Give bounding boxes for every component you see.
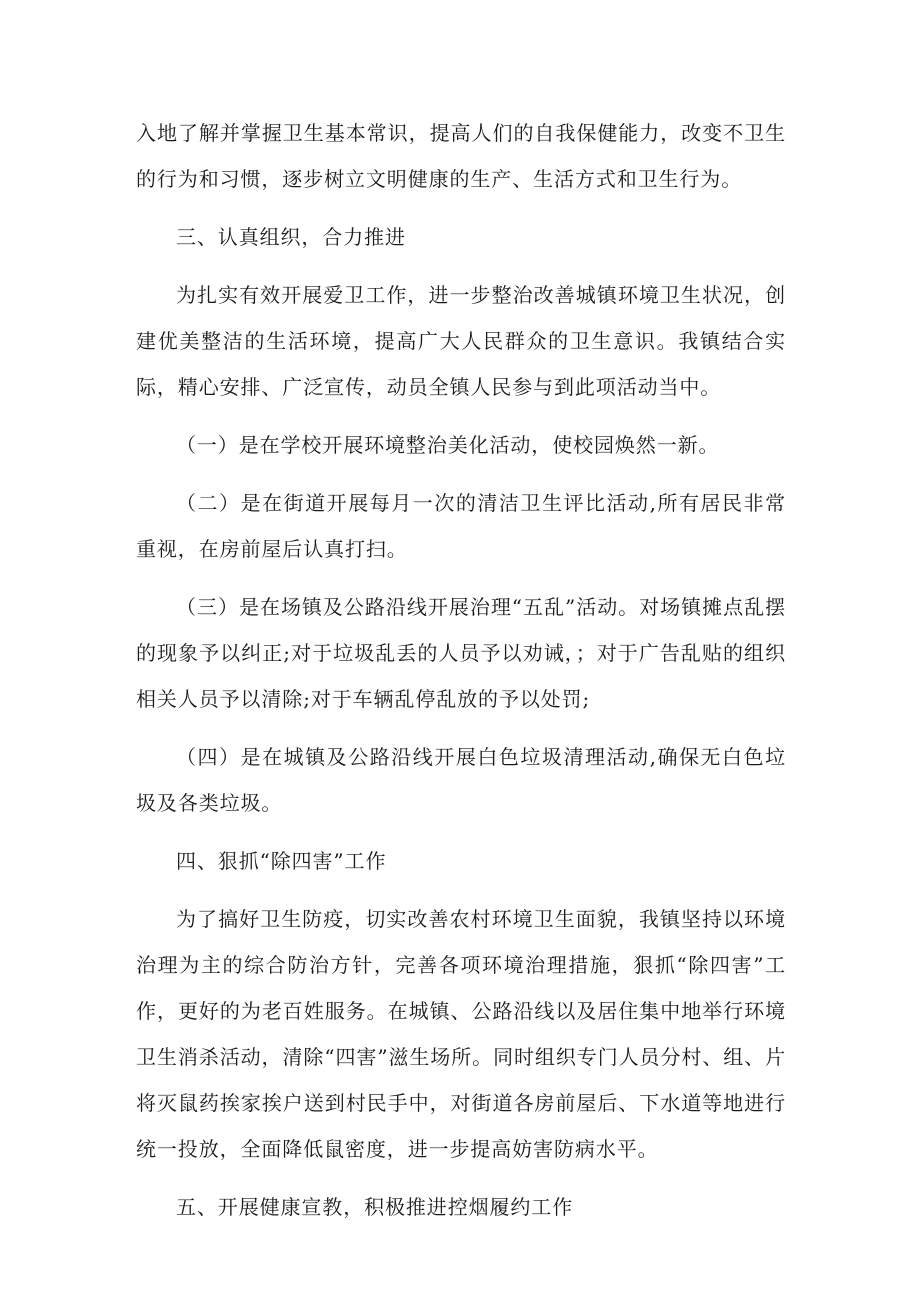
paragraph-item-3: （三）是在场镇及公路沿线开展治理“五乱”活动。对场镇摊点乱摆的现象予以纠正;对于垃圾乱丢的人员予以劝诫，；对于广告乱贴的组织相关人员予以清除;对于车辆乱停乱放的予以处罚; bbox=[136, 595, 786, 711]
paragraph-section3-intro: 为扎实有效开展爱卫工作，进一步整治改善城镇环境卫生状况，创建优美整洁的生活环境，提高广大人民群众的卫生意识。我镇结合实际，精心安排、广泛宣传，动员全镇人民参与到此项活动当中。 bbox=[136, 283, 786, 399]
document-body bbox=[136, 110, 786, 1242]
section-heading-3: 三、认真组织，合力推进 bbox=[176, 225, 406, 249]
paragraph-section4-body: 为了搞好卫生防疫，切实改善农村环境卫生面貌，我镇坚持以环境治理为主的综合防治方针，完善各项环境治理措施，狠抓“除四害”工作，更好的为老百姓服务。在城镇、公路沿线以及居住集中地举行环境卫生消杀活动，清除“四害”滋生场所。同时组织专门人员分村、组、片将灭鼠药挨家挨户送到村民手中，对街道各房前屋后、下水道等地进行统一投放，全面降低鼠密度，进一步提高妨害防病水平。 bbox=[136, 907, 786, 1161]
section-heading-5: 五、开展健康宣教，积极推进控烟履约工作 bbox=[176, 1195, 574, 1219]
paragraph-item-2: （二）是在街道开展每月一次的清洁卫生评比活动,所有居民非常重视，在房前屋后认真打扫。 bbox=[136, 491, 786, 561]
paragraph-continuation: 入地了解并掌握卫生基本常识，提高人们的自我保健能力，改变不卫生的行为和习惯，逐步树立文明健康的生产、生活方式和卫生行为。 bbox=[136, 121, 786, 191]
paragraph-item-1: （一）是在学校开展环境整治美化活动，使校园焕然一新。 bbox=[176, 433, 720, 457]
paragraph-item-4: （四）是在城镇及公路沿线开展白色垃圾清理活动,确保无白色垃圾及各类垃圾。 bbox=[136, 745, 786, 815]
section-heading-4: 四、狠抓“除四害”工作 bbox=[176, 849, 387, 873]
